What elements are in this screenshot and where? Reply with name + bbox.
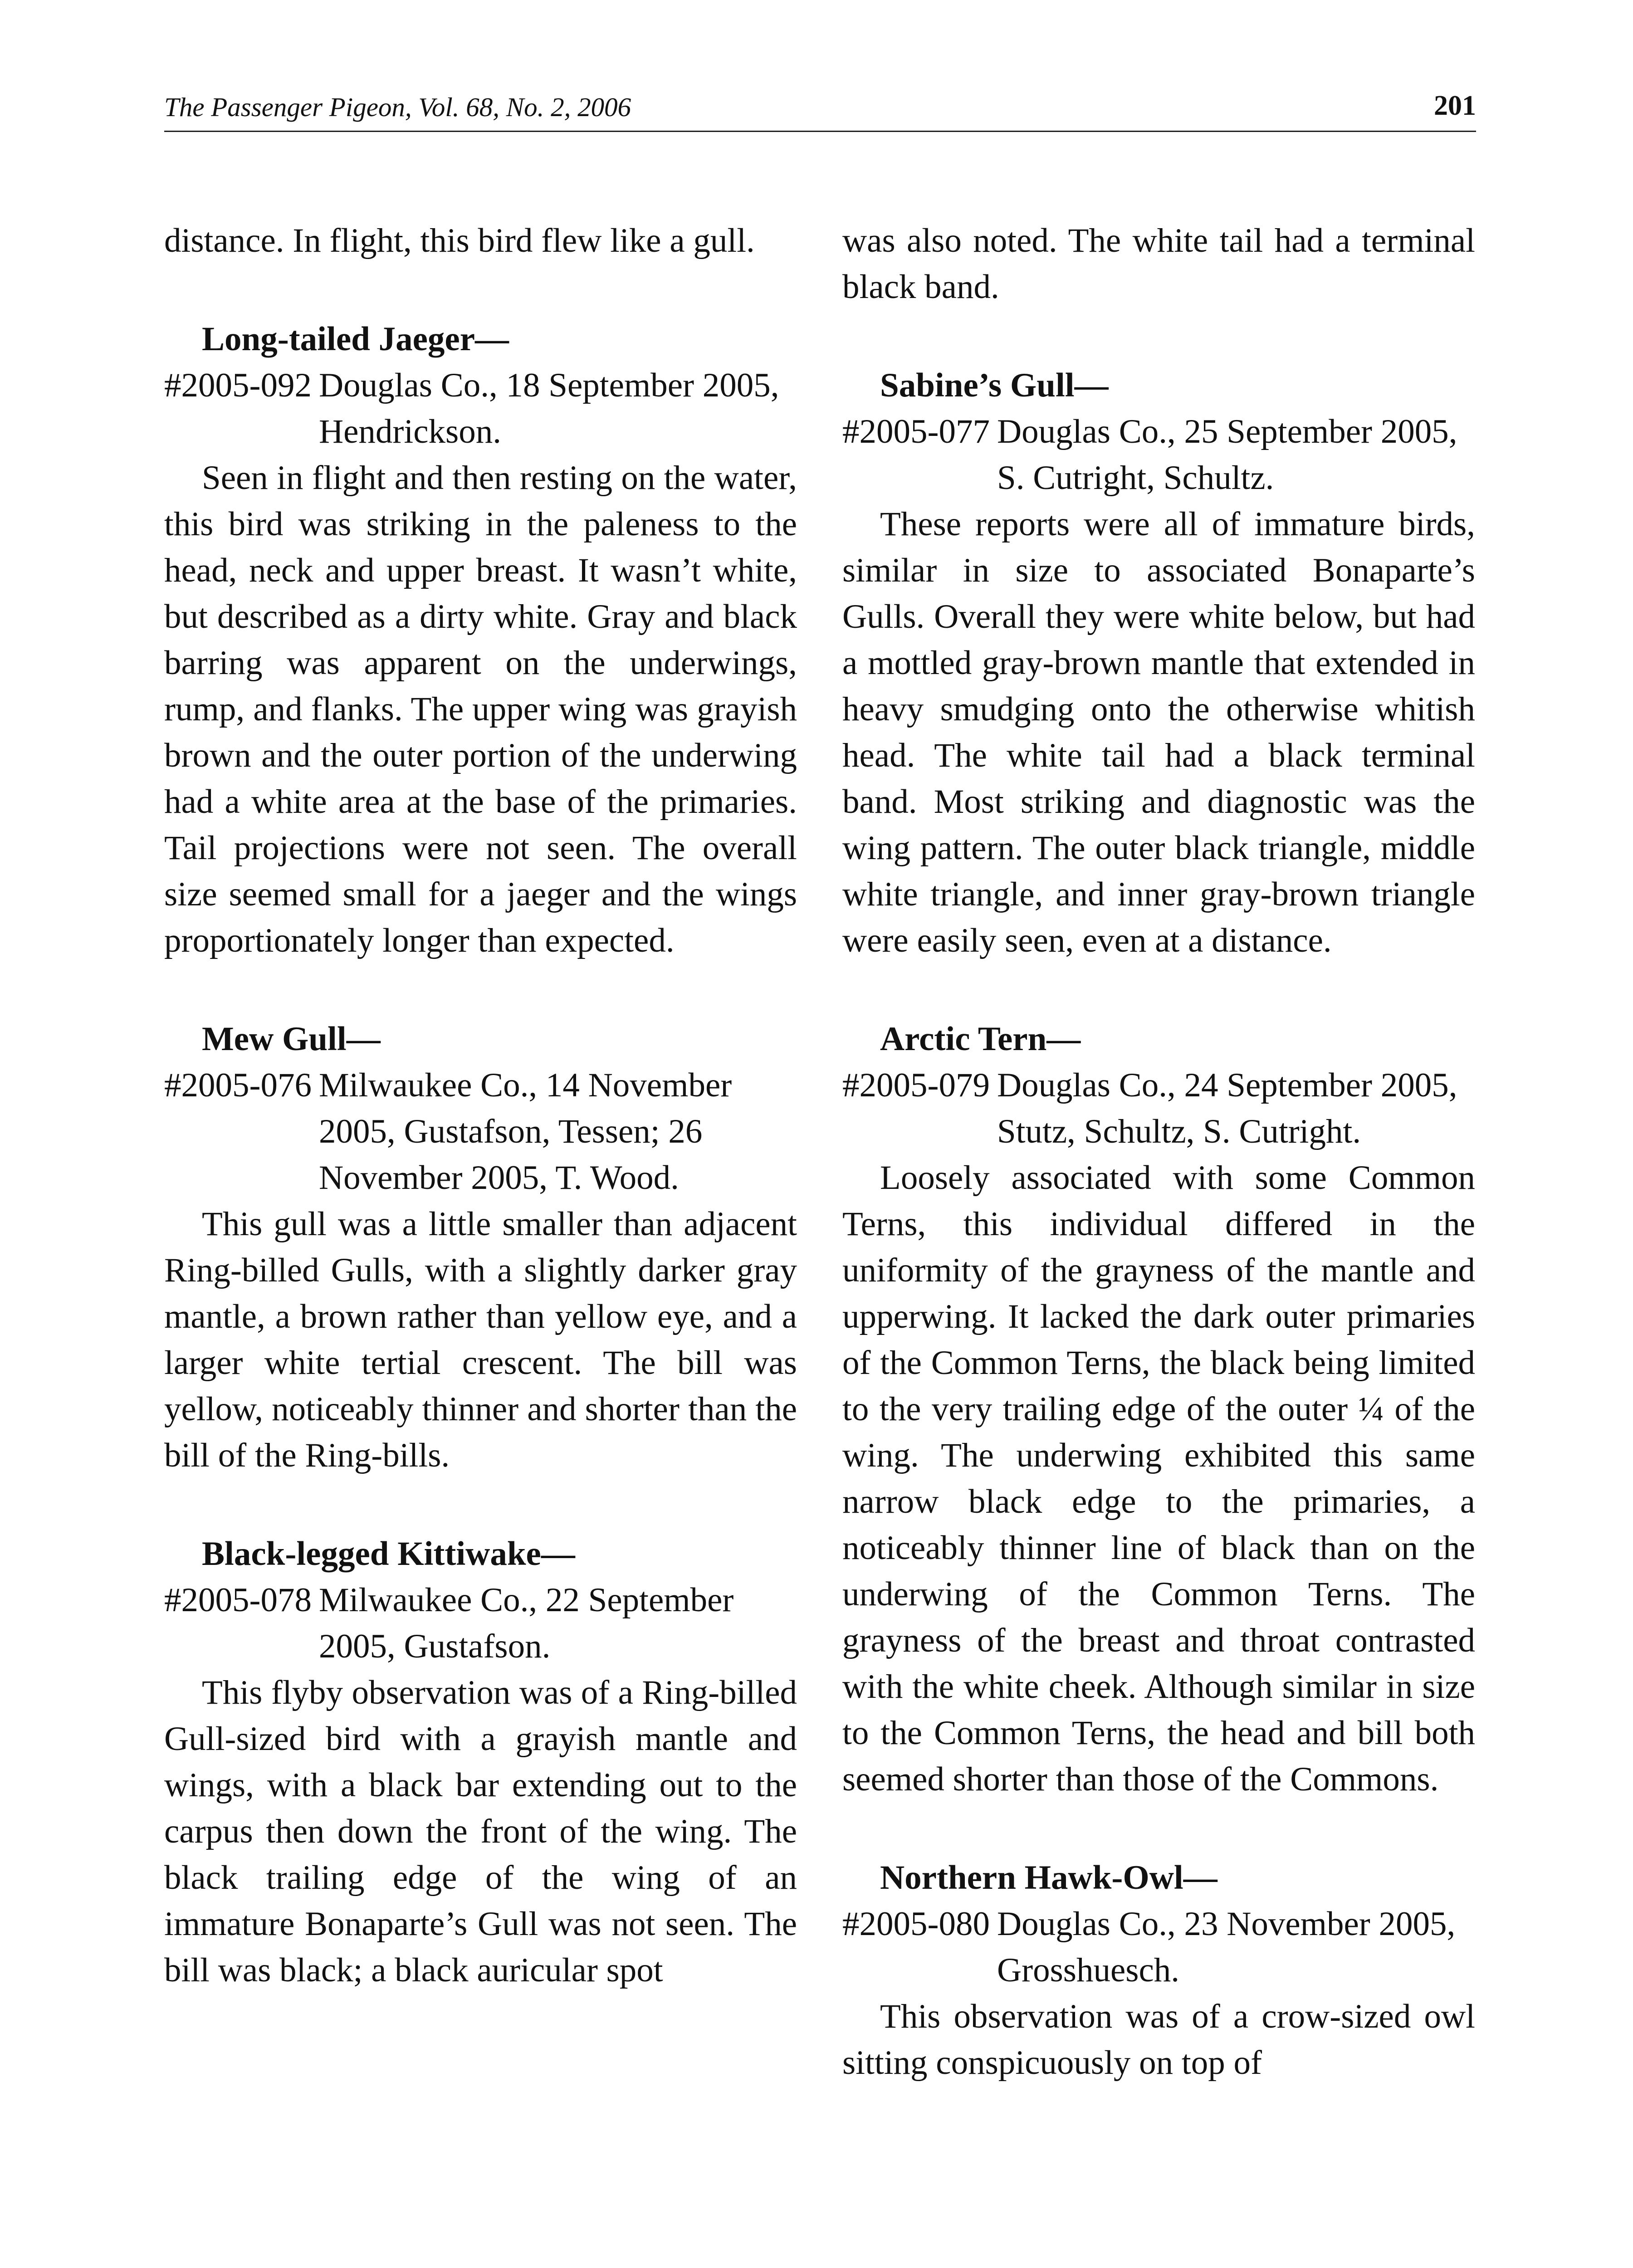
species-heading-sabines-gull: Sabine’s Gull— [880,367,1109,404]
record-number: #2005-080 [842,1905,990,1943]
record-details: Milwaukee Co., 22 September 2005, Gustafson. [318,1581,734,1665]
record-line [164,362,797,455]
right-column [842,218,1475,2086]
record-details: Douglas Co., 25 September 2005, S. Cutright, Schultz. [997,413,1457,497]
left-column [164,218,797,1994]
species-heading-long-tailed-jaeger: Long-tailed Jaeger— [202,320,509,358]
record-number: #2005-092 [164,367,312,404]
record-details: Douglas Co., 23 November 2005, Grosshuesch. [997,1905,1456,1989]
species-description: Seen in flight and then resting on the water, this bird was striking in the paleness to the head, neck and upper breast. It wasn’t white, but described as a dirty white. Gray and black barring was apparent on the underwings, rump, and flanks. The upper wing was grayish brown and the outer portion of the underwing had a white area at the base of the primaries. Tail projections were not seen. The overall size seemed small for a jaeger and the wings proportionately longer than expected. [164,459,797,959]
record-line [164,1577,797,1670]
journal-citation: The Passenger Pigeon, Vol. 68, No. 2, 2006 [164,92,631,122]
record-number: #2005-079 [842,1066,990,1104]
record-line [842,1062,1475,1155]
species-heading-arctic-tern: Arctic Tern— [880,1020,1081,1058]
record-details: Douglas Co., 18 September 2005, Hendrickson. [318,367,779,450]
species-description: Loosely associated with some Common Terns, this individual differed in the uniformity of the grayness of the mantle and upperwing. It lacked the dark outer primaries of the Common Terns, the black being limited to the very trailing edge of the outer ¼ of the wing. The underwing exhibited this same narrow black edge to the primaries, a noticeably thinner line of black than on the underwing of the Common Terns. The grayness of the breast and throat contrasted with the white cheek. Although similar in size to the Common Terns, the head and bill both seemed shorter than those of the Commons. [842,1159,1475,1798]
record-number: #2005-076 [164,1066,312,1104]
species-description: These reports were all of immature birds, similar in size to associated Bonaparte’s Gulls. Overall they were white below, but had a mottled gray-brown mantle that extended in heavy smudging onto the otherwise whitish head. The white tail had a black terminal band. Most striking and diagnostic was the wing pattern. The outer black triangle, middle white triangle, and inner gray-brown triangle were easily seen, even at a distance. [842,505,1475,959]
continued-paragraph: was also noted. The white tail had a terminal black band. [842,222,1475,306]
continued-paragraph: distance. In flight, this bird flew like a gull. [164,222,755,259]
record-number: #2005-078 [164,1581,312,1619]
species-heading-black-legged-kittiwake: Black-legged Kittiwake— [202,1535,575,1573]
record-line [842,1901,1475,1994]
record-line [164,1062,797,1201]
record-details: Douglas Co., 24 September 2005, Stutz, Schultz, S. Cutright. [997,1066,1457,1150]
species-heading-northern-hawk-owl: Northern Hawk-Owl— [880,1859,1217,1897]
running-header [164,87,1476,132]
record-details: Milwaukee Co., 14 November 2005, Gustafson, Tessen; 26 November 2005, T. Wood. [318,1066,732,1197]
record-line [842,409,1475,501]
species-description: This observation was of a crow-sized owl sitting conspicuously on top of [842,1998,1475,2082]
page-number: 201 [1434,90,1476,121]
species-description: This gull was a little smaller than adjacent Ring-billed Gulls, with a slightly darker gray mantle, a brown rather than yellow eye, and a larger white tertial crescent. The bill was yellow, noticeably thinner and shorter than the bill of the Ring-bills. [164,1205,797,1474]
record-number: #2005-077 [842,413,990,450]
species-description: This flyby observation was of a Ring-billed Gull-sized bird with a grayish mantle and wings, with a black bar extending out to the carpus then down the front of the wing. The black trailing edge of the wing of an immature Bonaparte’s Gull was not seen. The bill was black; a black auricular spot [164,1674,797,1989]
species-heading-mew-gull: Mew Gull— [202,1020,381,1058]
